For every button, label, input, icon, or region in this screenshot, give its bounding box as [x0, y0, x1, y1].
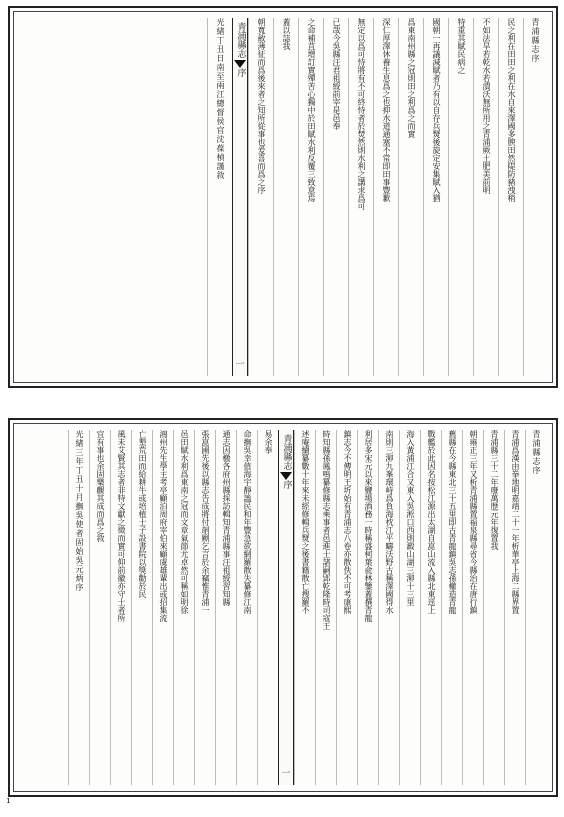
blank-area	[20, 430, 68, 785]
text-column: 不如法旱若乾水若潰沃無所用之青浦厥土肥美前明	[473, 18, 498, 376]
preface-page-bottom	[8, 418, 558, 797]
text-column: 朝雍正三年又析青浦縣置福泉縣尋省今縣治在唐行鎮	[462, 430, 483, 785]
text-column: 時知縣孫鳳鳴纂修縣志乘事者邑進士諸嗣郢乾隆時司寇王	[315, 430, 336, 785]
fold-center-top	[232, 18, 248, 376]
title-text: 青浦縣志序	[531, 18, 540, 63]
text-column: 青浦爲漢由拳地明嘉靖二十一年析華亭上海二縣界置	[504, 430, 525, 785]
preface-page-top	[8, 6, 558, 388]
text-column: 舊縣在今縣東北三十五里即古青龍鎮吳志孫權造青龍	[441, 430, 462, 785]
fold-section: 序	[281, 480, 292, 489]
text-column: 之命補苴增訂實殫苦心獨中於田賦水利反覆三致意焉	[298, 18, 323, 376]
fold-center-bottom	[278, 430, 294, 785]
text-column: 青浦縣三十二年廢萬歷元年復置我	[483, 430, 504, 785]
fold-label: 青浦縣志	[281, 434, 292, 470]
text-column: 通志因檄各府州縣採訪輯知青浦縣事汪祖綬習知縣	[215, 430, 236, 785]
fishtail-mark	[234, 60, 246, 68]
page-title	[523, 18, 546, 376]
text-column: 亡墾荒田而給耕牛或培植士子設書院以獎勸於民	[131, 430, 152, 785]
text-column: 朝寬斂薄征而爲後來者之知所從事也爰喜而爲之序	[248, 18, 273, 376]
text-column: 海入黃浦江合又東入吳淞口西則澱山湖三泖十三里	[399, 430, 420, 785]
text-column: 述庵續纂數十年來未經修輯兵燹之後書籍散亡搜羅不	[294, 430, 315, 785]
corner-mark: ¹	[6, 796, 11, 810]
text-column: 戰艦於此因名按松江源出太湖自崑山流入縣北東逕上	[420, 430, 441, 785]
text-column: 利居多宋元以來鹽場酒務一時稱盛柯葉兪林鑒蓋撰青龍	[357, 430, 378, 785]
page-title	[525, 430, 546, 785]
text-column: 邑田賦水利爲東南之冠而文章氣節尤卓然可稱如明徐	[173, 430, 194, 785]
text-column: 鎮志今不傳明王圻始有青浦志八卷亦散佚不可考康熙	[336, 430, 357, 785]
text-column: 張崑圃先後以縣志告成將付剞劂乞言於余竊惟青浦一	[194, 430, 215, 785]
text-column: 宜有事也余固樂觀其成而爲之敘	[89, 430, 110, 785]
fold-section: 序	[235, 68, 246, 77]
text-columns-bottom	[20, 430, 546, 785]
text-column: 蓋以誌我	[273, 18, 298, 376]
text-column: 深仁厚澤休養生息爲之也抑水道通塞不常即田事豐歉	[373, 18, 398, 376]
fold-label: 青浦縣志	[235, 22, 246, 58]
text-column: 已哉今吳縣汪君祖綬前宰是邑奉	[323, 18, 348, 376]
text-column: 易余奉	[257, 430, 278, 785]
text-column: 爲東南州縣之冠則田之利爲之而實	[398, 18, 423, 376]
text-column: 民之利在田田之利在水自來澤國多腴田然隄防豬洩稍	[498, 18, 523, 376]
text-column: 南則三泖九峯環峙爲負海枕江平疇沃野古稱澤國得水	[378, 430, 399, 785]
blank-area	[20, 18, 207, 376]
text-column: 風未艾賢其志者非特文獻之徵而實可仰前徽亦守土者所	[110, 430, 131, 785]
text-columns-top	[20, 18, 546, 376]
text-column: 鴻州先生學主考亭顧泊周府宰伯來顧虞雄輩出或招集流	[152, 430, 173, 785]
folio-number: 一	[235, 360, 245, 370]
title-text: 青浦縣志序	[532, 430, 541, 475]
text-column: 無定以爲可恃將有不可終恃者於焚然則水利之講求爲可	[348, 18, 373, 376]
text-column: 命撫吳幸值海宇靜謐民和年豐急欲網羅散失纂修江南	[236, 430, 257, 785]
date-column: 光緒丁丑日南至兩江總督侯官沈葆楨謹敘	[207, 18, 232, 376]
folio-number: 一	[281, 769, 291, 779]
text-column: 特重其賦民病之	[448, 18, 473, 376]
text-column: 國朝一再議減賦者乃有以自存兵燹後旋定安集賦入猶	[423, 18, 448, 376]
fishtail-mark	[280, 472, 292, 480]
date-column: 光緒三年丁丑十月撫吳使者固始吳元炳序	[68, 430, 89, 785]
